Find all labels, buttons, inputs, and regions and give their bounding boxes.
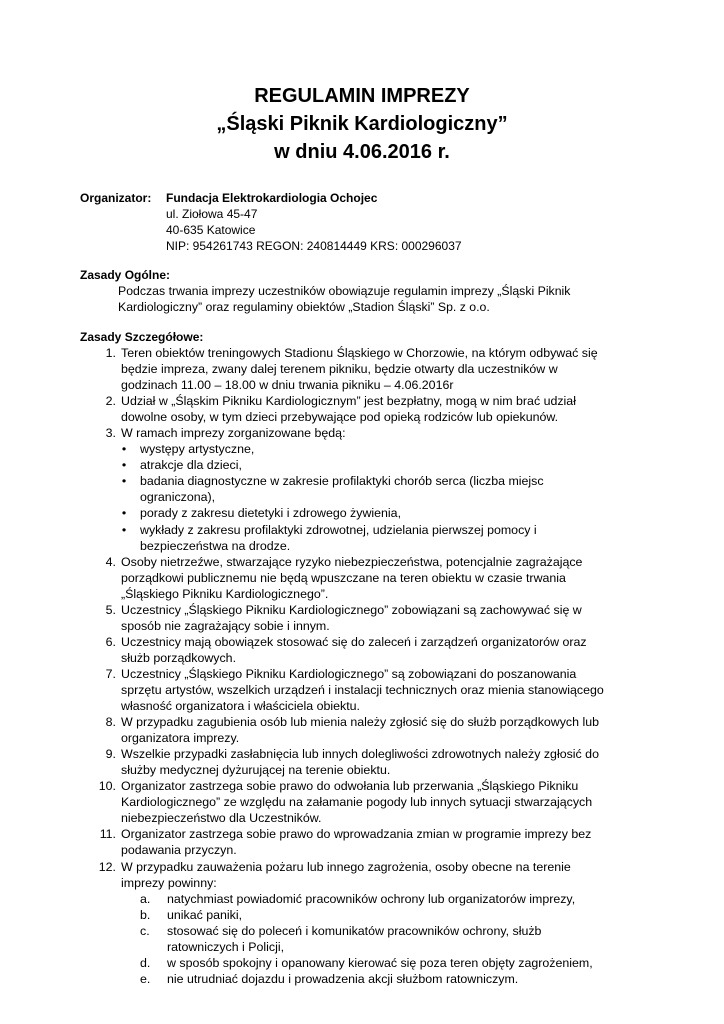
bullet-item	[0, 473, 660, 505]
rule-text-line: W przypadku zauważenia pożaru lub innego zagrożenia, osoby obecne na terenie	[121, 859, 571, 874]
rule-item	[0, 634, 651, 666]
sub-item-text-line: w sposób spokojny i opanowany kierować się poza teren objęty zagrożeniem,	[167, 955, 593, 970]
rule-text-line: organizatora imprezy.	[121, 731, 240, 746]
organizer-city: 40-635 Katowice	[166, 223, 256, 237]
bullet-item	[0, 457, 660, 473]
sub-item-text-line: nie utrudniać dojazdu i prowadzenia akcji służbom ratowniczym.	[167, 971, 519, 986]
rule-item	[0, 602, 651, 634]
bullet-text-line: ograniczona),	[140, 490, 216, 505]
rule-text-line: „Śląskiego Pikniku Kardiologicznego”.	[121, 586, 329, 601]
rule-number: 1.	[105, 346, 116, 360]
rule-text-line: służby medycznej dyżurującej na terenie obiektu.	[121, 763, 391, 778]
bullet-icon: •	[121, 458, 127, 473]
sub-item	[0, 971, 647, 987]
general-rules-line: Kardiologiczny” oraz regulaminy obiektów „Stadion Śląski” Sp. z o.o.	[118, 300, 490, 314]
bullet-icon: •	[121, 506, 127, 521]
sub-item-text-line: unikać paniki,	[167, 907, 243, 922]
sub-item-letter: b.	[140, 907, 151, 922]
rule-text-line: Osoby nietrzeźwe, stwarzające ryzyko niebezpieczeństwa, potencjalnie zagrażające	[121, 554, 583, 569]
rule-text-line: imprezy powinny:	[121, 875, 217, 890]
rule-item	[0, 666, 651, 714]
organizer-ids: NIP: 954261743 REGON: 240814449 KRS: 000296037	[166, 239, 462, 253]
rule-number: 8.	[105, 715, 116, 730]
rule-text-line: W ramach imprezy zorganizowane będą:	[121, 426, 346, 441]
bullet-text-line: bezpieczeństwa na drodze.	[140, 538, 291, 553]
event-date: w dniu 4.06.2016 r.	[274, 141, 450, 163]
detailed-rules-list	[0, 345, 724, 987]
bullet-text-line: porady z zakresu dietetyki i zdrowego żywienia,	[140, 506, 402, 521]
rule-text-line: podawania przyczyn.	[121, 843, 237, 858]
rule-item	[0, 746, 651, 778]
bullet-icon: •	[121, 474, 127, 489]
rule-text-line: sposób nie zagrażający sobie i innym.	[121, 618, 330, 633]
bullet-text-line: atrakcje dla dzieci,	[140, 458, 242, 473]
rule-text-line: Uczestnicy „Śląskiego Pikniku Kardiologicznego” są zobowiązani do poszanowania	[121, 666, 577, 681]
rule-text-line: Teren obiektów treningowych Stadionu Śląskiego w Chorzowie, na którym odbywać się	[121, 346, 598, 360]
rule-text-line: niebezpieczeństwo dla Uczestników.	[121, 811, 322, 826]
organizer-street: ul. Ziołowa 45-47	[166, 207, 258, 221]
rule-item	[0, 826, 651, 858]
rule-text-line: porządkowi publicznemu nie będą wpuszczane na teren obiektu w czasie trwania	[121, 570, 566, 585]
rule-item	[0, 393, 651, 425]
rule-number: 5.	[105, 602, 116, 617]
sub-item-letter: d.	[140, 955, 151, 970]
rule-text-line: służb porządkowych.	[121, 650, 237, 665]
sub-item-text-line: natychmiast powiadomić pracowników ochrony lub organizatorów imprezy,	[167, 891, 576, 906]
sub-item-text-line: ratowniczych i Policji,	[167, 939, 285, 954]
bullet-icon: •	[121, 442, 127, 457]
rule-item	[0, 778, 651, 826]
rule-text-line: Uczestnicy mają obowiązek stosować się do zaleceń i zarządzeń organizatorów oraz	[121, 634, 587, 649]
rule-text-line: dowolne osoby, w tym dzieci przebywające pod opieką rodziców lub opiekunów.	[121, 410, 559, 425]
rule-text-line: sprzętu artystów, wszelkich urządzeń i instalacji technicznych oraz mienia stanowiącego	[121, 682, 604, 697]
bullet-item	[0, 505, 660, 521]
rule-number: 12.	[98, 859, 116, 874]
sub-item	[0, 907, 647, 923]
rule-number: 4.	[105, 554, 116, 569]
rule-number: 3.	[105, 426, 116, 441]
sub-item	[0, 955, 647, 971]
rule-text-line: Uczestnicy „Śląskiego Pikniku Kardiologicznego” zobowiązani są zachowywać się w	[121, 602, 582, 617]
rule-text-line: godzinach 11.00 – 18.00 w dniu trwania pikniku – 4.06.2016r	[121, 378, 454, 393]
rule-item	[0, 859, 651, 891]
rule-item	[0, 425, 651, 441]
rule-item	[0, 714, 651, 746]
rule-number: 9.	[105, 747, 116, 762]
rule-number: 2.	[105, 394, 116, 409]
rule-item	[0, 345, 651, 393]
detailed-rules-heading: Zasady Szczegółowe:	[80, 330, 204, 344]
sub-item-letter: c.	[140, 923, 150, 938]
sub-item-letter: a.	[140, 891, 151, 906]
bullet-icon: •	[121, 522, 127, 537]
bullet-item	[0, 522, 660, 554]
rule-text-line: Wszelkie przypadki zasłabnięcia lub innych dolegliwości zdrowotnych należy zgłosić do	[121, 747, 599, 762]
general-rules-line: Podczas trwania imprezy uczestników obowiązuje regulamin imprezy „Śląski Piknik	[118, 284, 571, 298]
bullet-text-line: badania diagnostyczne w zakresie profilaktyki chorób serca (liczba miejsc	[140, 474, 544, 489]
document-title: REGULAMIN IMPREZY	[254, 85, 470, 107]
general-rules-text	[118, 283, 638, 315]
rule-number: 10.	[98, 779, 116, 794]
rule-text-line: Organizator zastrzega sobie prawo do odwołania lub przerwania „Śląskiego Pikniku	[121, 779, 579, 794]
event-name: „Śląski Piknik Kardiologiczny”	[216, 113, 508, 135]
rule-number: 7.	[105, 666, 116, 681]
sub-item	[0, 891, 647, 907]
rule-text-line: własność organizatora i właściciela obiektu.	[121, 699, 360, 714]
organizer-label: Organizator:	[80, 191, 152, 205]
sub-item-text-line: stosować się do poleceń i komunikatów pracowników ochrony, służb	[167, 923, 542, 938]
sub-item	[0, 923, 647, 955]
bullet-item	[0, 441, 660, 457]
sub-item-letter: e.	[140, 971, 151, 986]
rule-text-line: Udział w „Śląskim Pikniku Kardiologicznym” jest bezpłatny, mogą w nim brać udział	[121, 394, 576, 409]
rule-number: 11.	[99, 827, 116, 842]
organizer-name: Fundacja Elektrokardiologia Ochojec	[166, 191, 378, 205]
bullet-text-line: wykłady z zakresu profilaktyki zdrowotnej, udzielania pierwszej pomocy i	[140, 522, 537, 537]
rule-text-line: W przypadku zagubienia osób lub mienia należy zgłosić się do służb porządkowych lub	[121, 715, 599, 730]
rule-text-line: będzie impreza, zwany dalej terenem pikniku, będzie otwarty dla uczestników w	[121, 362, 558, 377]
rule-text-line: Kardiologicznego” ze względu na załamanie pogody lub innych sytuacji stwarzających	[121, 795, 593, 810]
bullet-text-line: występy artystyczne,	[140, 442, 255, 457]
rule-item	[0, 554, 651, 602]
rule-text-line: Organizator zastrzega sobie prawo do wprowadzania zmian w programie imprezy bez	[121, 827, 592, 842]
rule-number: 6.	[105, 634, 116, 649]
general-rules-heading: Zasady Ogólne:	[80, 268, 171, 282]
